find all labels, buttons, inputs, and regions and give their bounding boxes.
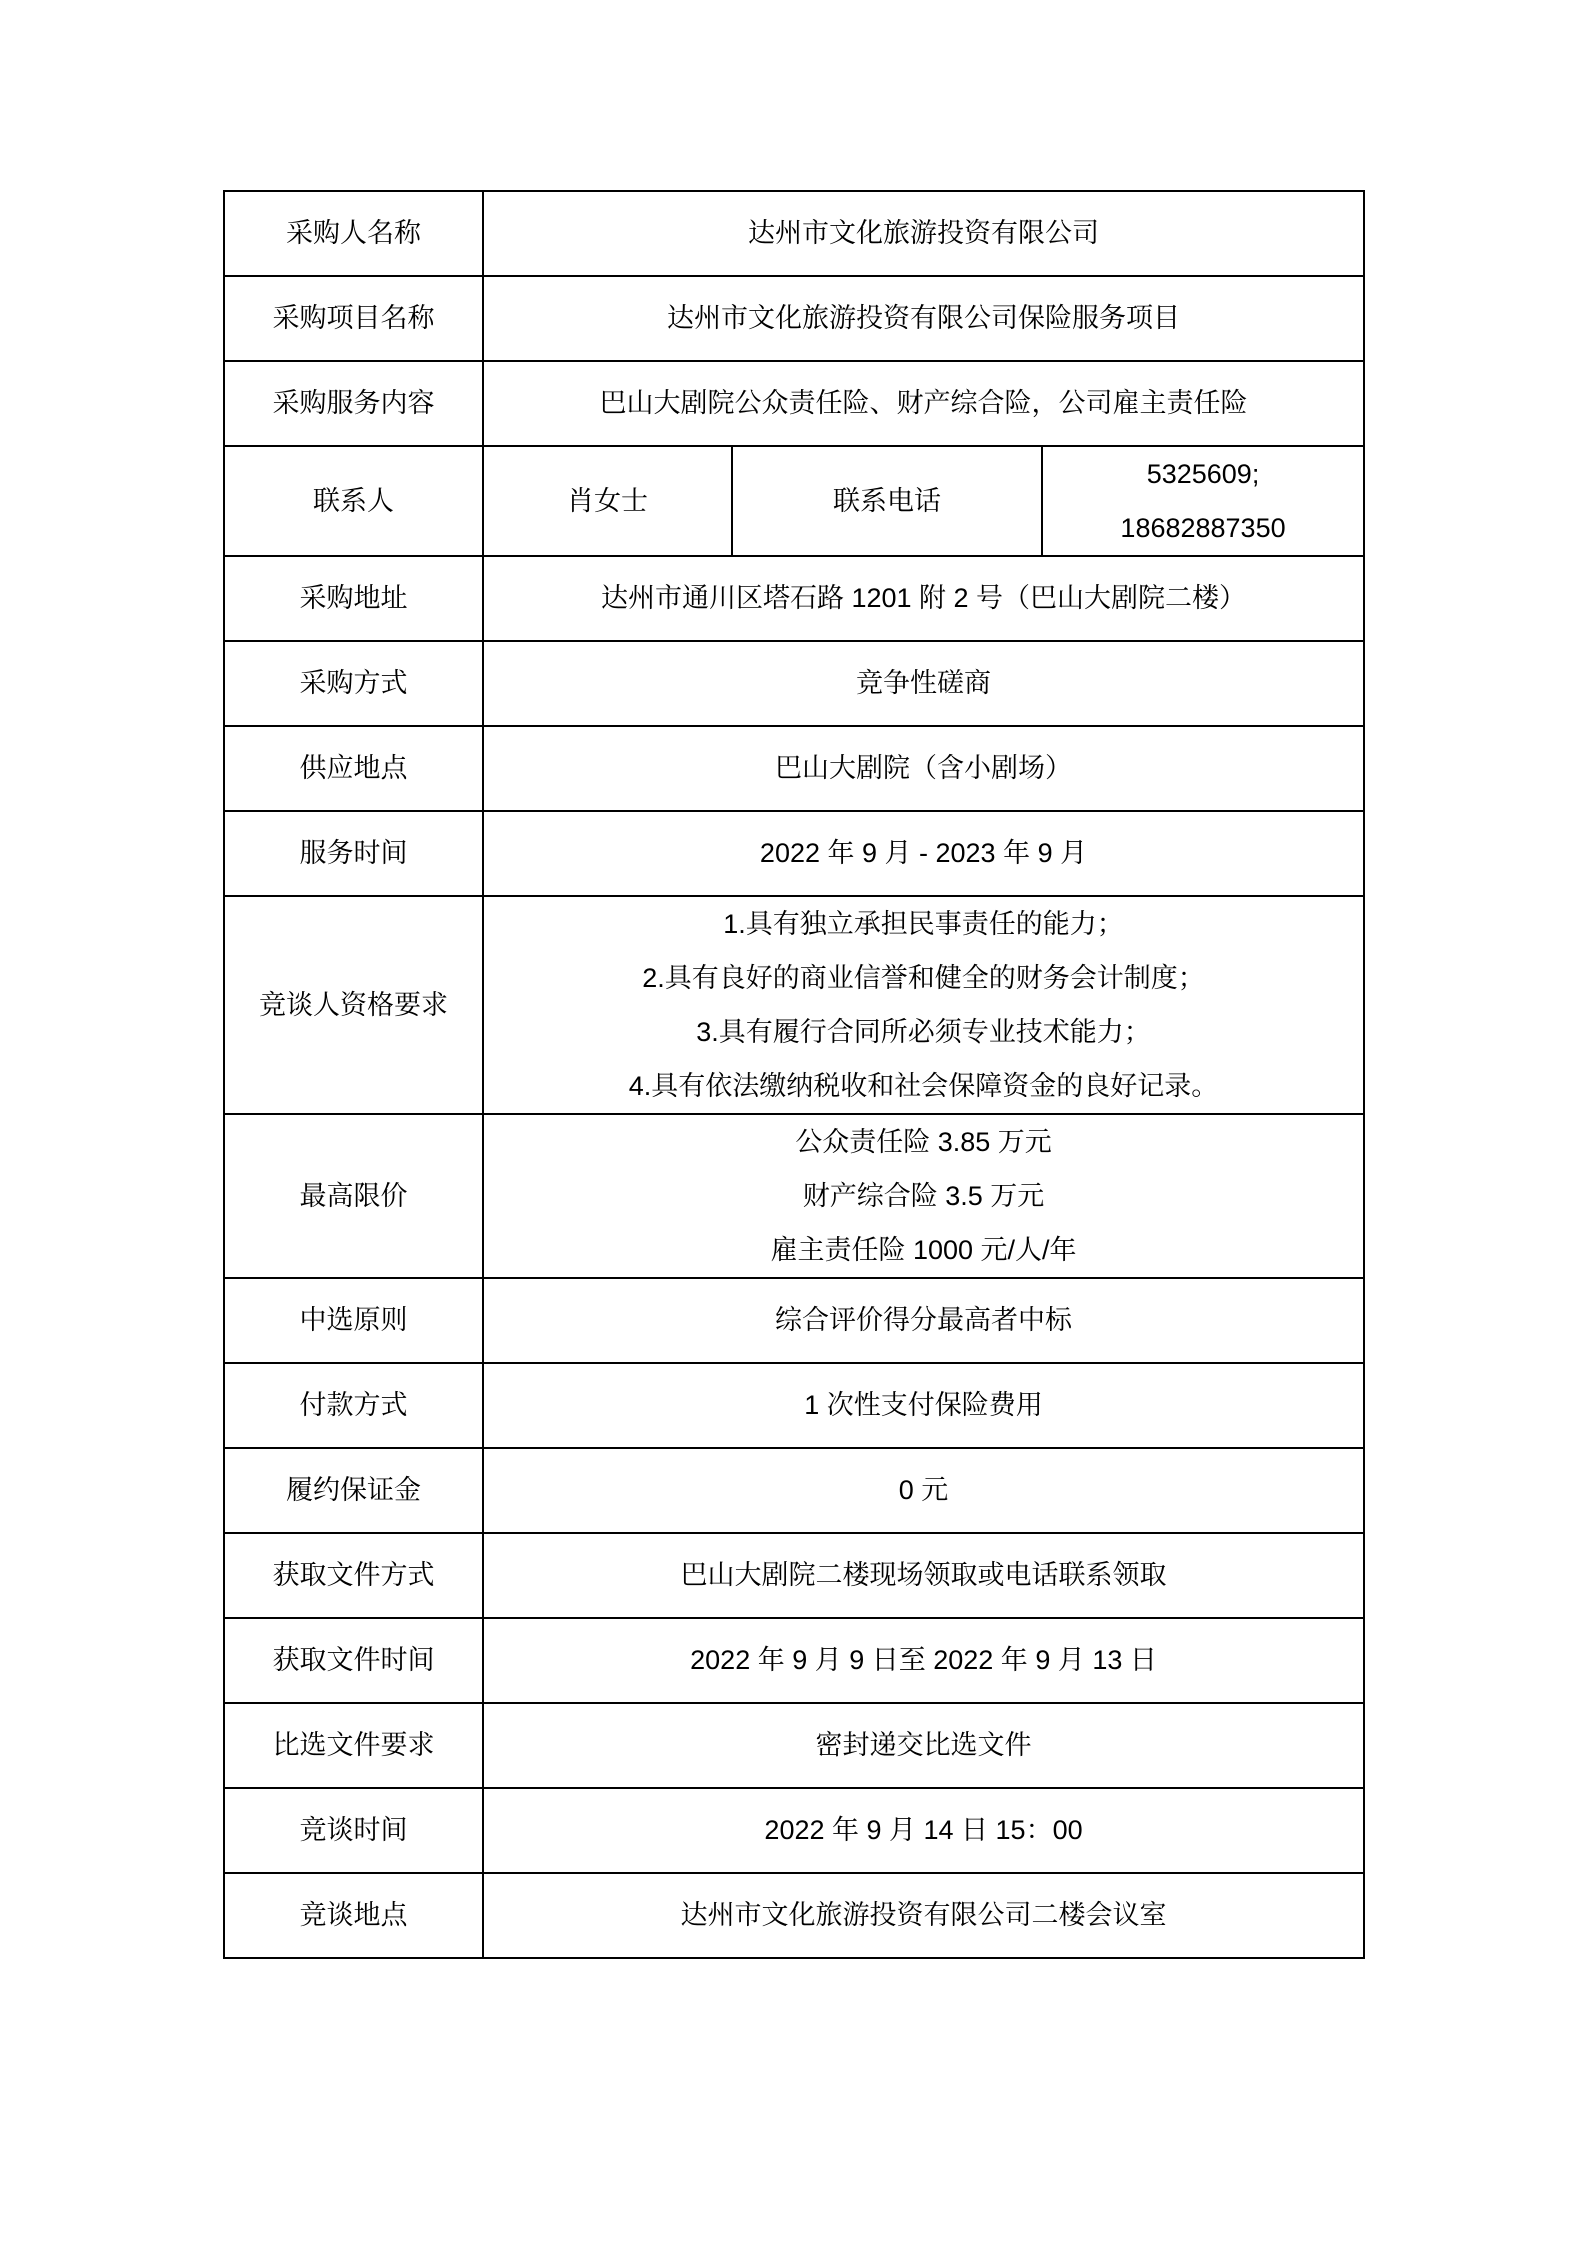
row-label: 竞谈时间: [224, 1788, 483, 1873]
table-row: [224, 1788, 1364, 1873]
row-value: [483, 1114, 1364, 1278]
phone-line: 18682887350: [1120, 513, 1286, 543]
table-row: [224, 726, 1364, 811]
row-value: 2022 年 9 月 - 2023 年 9 月: [483, 811, 1364, 896]
table-row: [224, 1448, 1364, 1533]
row-label: 供应地点: [224, 726, 483, 811]
row-value: 密封递交比选文件: [483, 1703, 1364, 1788]
row-value: 1 次性支付保险费用: [483, 1363, 1364, 1448]
phone-line: 5325609;: [1146, 459, 1260, 489]
table-row: [224, 361, 1364, 446]
phone-label: 联系电话: [732, 446, 1042, 556]
table-row: [224, 556, 1364, 641]
row-value: 巴山大剧院二楼现场领取或电话联系领取: [483, 1533, 1364, 1618]
table-row: [224, 1363, 1364, 1448]
row-label: 中选原则: [224, 1278, 483, 1363]
row-value: 达州市通川区塔石路 1201 附 2 号（巴山大剧院二楼）: [483, 556, 1364, 641]
table-row: [224, 641, 1364, 726]
table-row: [224, 1533, 1364, 1618]
row-value: 0 元: [483, 1448, 1364, 1533]
table-row-qualifications: [224, 896, 1364, 1114]
row-label: 获取文件时间: [224, 1618, 483, 1703]
row-label: 竞谈人资格要求: [224, 896, 483, 1114]
row-label: 采购地址: [224, 556, 483, 641]
row-value: 达州市文化旅游投资有限公司保险服务项目: [483, 276, 1364, 361]
qualification-line: 2.具有良好的商业信誉和健全的财务会计制度；: [642, 963, 1205, 993]
row-value: 竞争性磋商: [483, 641, 1364, 726]
row-label: 采购方式: [224, 641, 483, 726]
qualification-line: 1.具有独立承担民事责任的能力；: [723, 909, 1124, 939]
row-label: 采购项目名称: [224, 276, 483, 361]
contact-name: 肖女士: [483, 446, 732, 556]
row-label: 最高限价: [224, 1114, 483, 1278]
qualification-line: 4.具有依法缴纳税收和社会保障资金的良好记录。: [628, 1071, 1219, 1101]
table-row-price-limit: [224, 1114, 1364, 1278]
row-value: 巴山大剧院公众责任险、财产综合险，公司雇主责任险: [483, 361, 1364, 446]
table-row: [224, 276, 1364, 361]
row-label: 采购服务内容: [224, 361, 483, 446]
table-row-contact: [224, 446, 1364, 556]
table-row: [224, 1873, 1364, 1958]
price-line: 财产综合险 3.5 万元: [802, 1181, 1045, 1211]
price-line: 公众责任险 3.85 万元: [795, 1127, 1052, 1157]
row-label: 履约保证金: [224, 1448, 483, 1533]
row-label: 比选文件要求: [224, 1703, 483, 1788]
row-value: 2022 年 9 月 9 日至 2022 年 9 月 13 日: [483, 1618, 1364, 1703]
qualification-line: 3.具有履行合同所必须专业技术能力；: [696, 1017, 1151, 1047]
row-label: 获取文件方式: [224, 1533, 483, 1618]
row-label: 联系人: [224, 446, 483, 556]
row-label: 采购人名称: [224, 191, 483, 276]
phone-numbers: [1042, 446, 1364, 556]
row-label: 竞谈地点: [224, 1873, 483, 1958]
table-row: [224, 1278, 1364, 1363]
row-value: 达州市文化旅游投资有限公司: [483, 191, 1364, 276]
procurement-info-table: [223, 190, 1365, 1959]
row-label: 付款方式: [224, 1363, 483, 1448]
row-value: 达州市文化旅游投资有限公司二楼会议室: [483, 1873, 1364, 1958]
table-row: [224, 1703, 1364, 1788]
row-value: 巴山大剧院（含小剧场）: [483, 726, 1364, 811]
row-value: 2022 年 9 月 14 日 15：00: [483, 1788, 1364, 1873]
table-row: [224, 191, 1364, 276]
price-line: 雇主责任险 1000 元/人/年: [770, 1235, 1077, 1265]
table-row: [224, 811, 1364, 896]
row-label: 服务时间: [224, 811, 483, 896]
table-row: [224, 1618, 1364, 1703]
row-value: [483, 896, 1364, 1114]
row-value: 综合评价得分最高者中标: [483, 1278, 1364, 1363]
